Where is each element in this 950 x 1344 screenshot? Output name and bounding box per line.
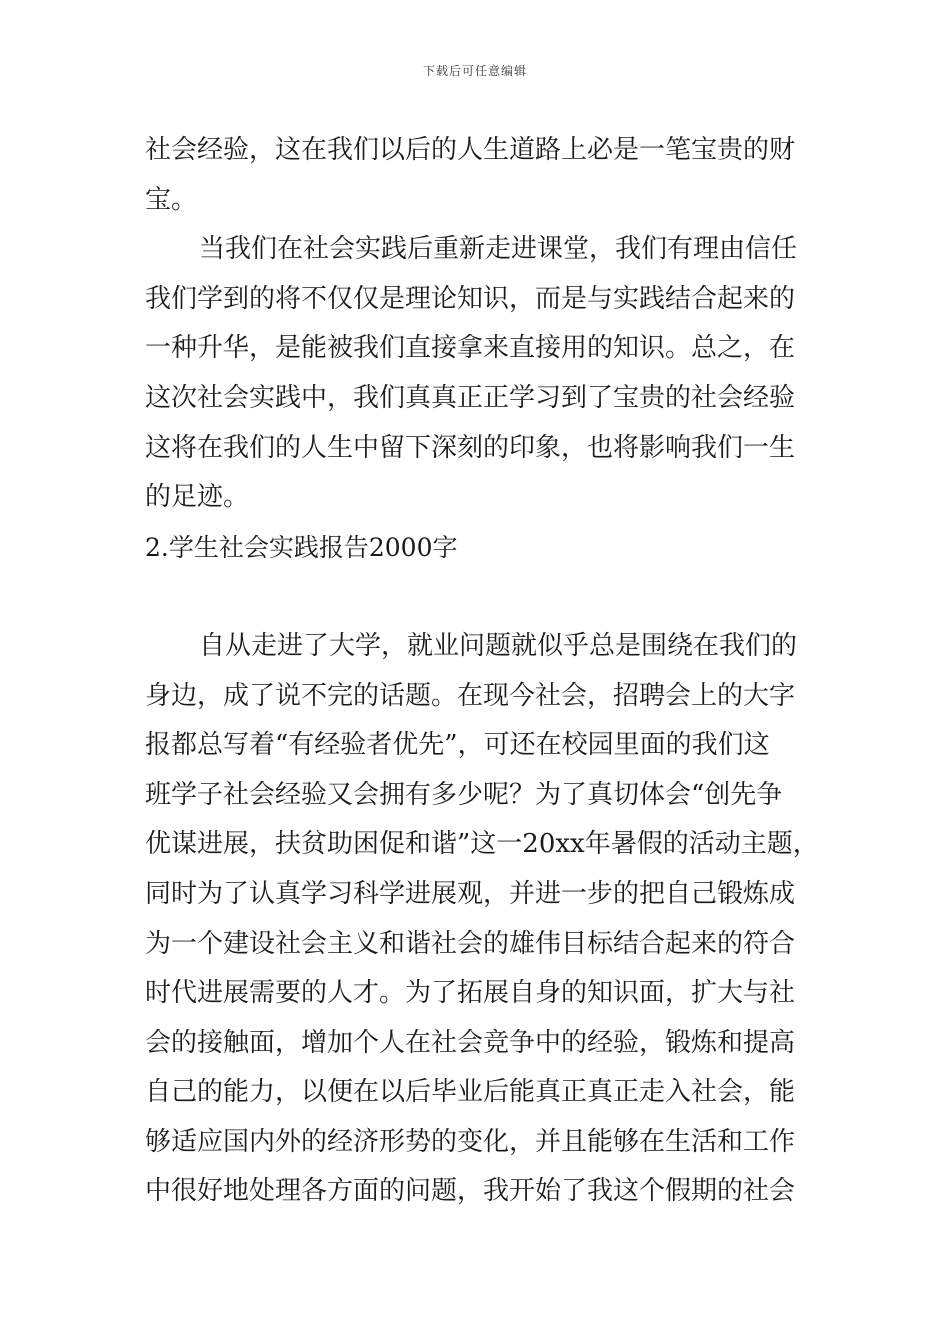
document-body bbox=[145, 126, 825, 1217]
text-line: 一种升华，是能被我们直接拿来直接用的知识。总之，在 bbox=[145, 333, 796, 364]
header-note: 下载后可任意编辑 bbox=[422, 64, 527, 78]
text-line: 这将在我们的人生中留下深刻的印象，也将影响我们一生 bbox=[145, 432, 796, 463]
text-line: 会的接触面，增加个人在社会竞争中的经验，锻炼和提高 bbox=[145, 1027, 796, 1058]
text-line: 时代进展需要的人才。为了拓展自身的知识面，扩大与社 bbox=[145, 978, 796, 1009]
text-line: 身边，成了说不完的话题。在现今社会，招聘会上的大字 bbox=[145, 680, 796, 711]
blank-line bbox=[145, 572, 825, 622]
text-line: 报都总写着“有经验者优先”，可还在校园里面的我们这 bbox=[145, 730, 770, 761]
section-heading: 2.学生社会实践报告2000字 bbox=[145, 532, 458, 562]
text-line: 这次社会实践中，我们真真正正学习到了宝贵的社会经验 bbox=[145, 382, 796, 413]
text-line: 宝。 bbox=[145, 184, 198, 215]
text-line: 自从走进了大学，就业问题就似乎总是围绕在我们的 bbox=[199, 630, 798, 661]
text-line: 自己的能力，以便在以后毕业后能真正真正走入社会，能 bbox=[145, 1077, 796, 1108]
text-line: 我们学到的将不仅仅是理论知识，而是与实践结合起来的 bbox=[145, 283, 796, 314]
text-line: 的足迹。 bbox=[145, 482, 250, 513]
text-line: 够适应国内外的经济形势的变化，并且能够在生活和工作 bbox=[145, 1126, 796, 1157]
text-line: 班学子社会经验又会拥有多少呢？为了真切体会“创先争 bbox=[145, 779, 783, 810]
text-line: 优谋进展，扶贫助困促和谐”这一20xx年暑假的活动主题， bbox=[145, 829, 819, 860]
text-line: 为一个建设社会主义和谐社会的雄伟目标结合起来的符合 bbox=[145, 928, 796, 959]
text-line: 社会经验，这在我们以后的人生道路上必是一笔宝贵的财 bbox=[145, 135, 796, 165]
text-line: 同时为了认真学习科学进展观，并进一步的把自己锻炼成 bbox=[145, 878, 796, 909]
text-line: 当我们在社会实践后重新走进课堂，我们有理由信任 bbox=[199, 234, 798, 265]
text-line: 中很好地处理各方面的问题，我开始了我这个假期的社会 bbox=[145, 1176, 796, 1207]
